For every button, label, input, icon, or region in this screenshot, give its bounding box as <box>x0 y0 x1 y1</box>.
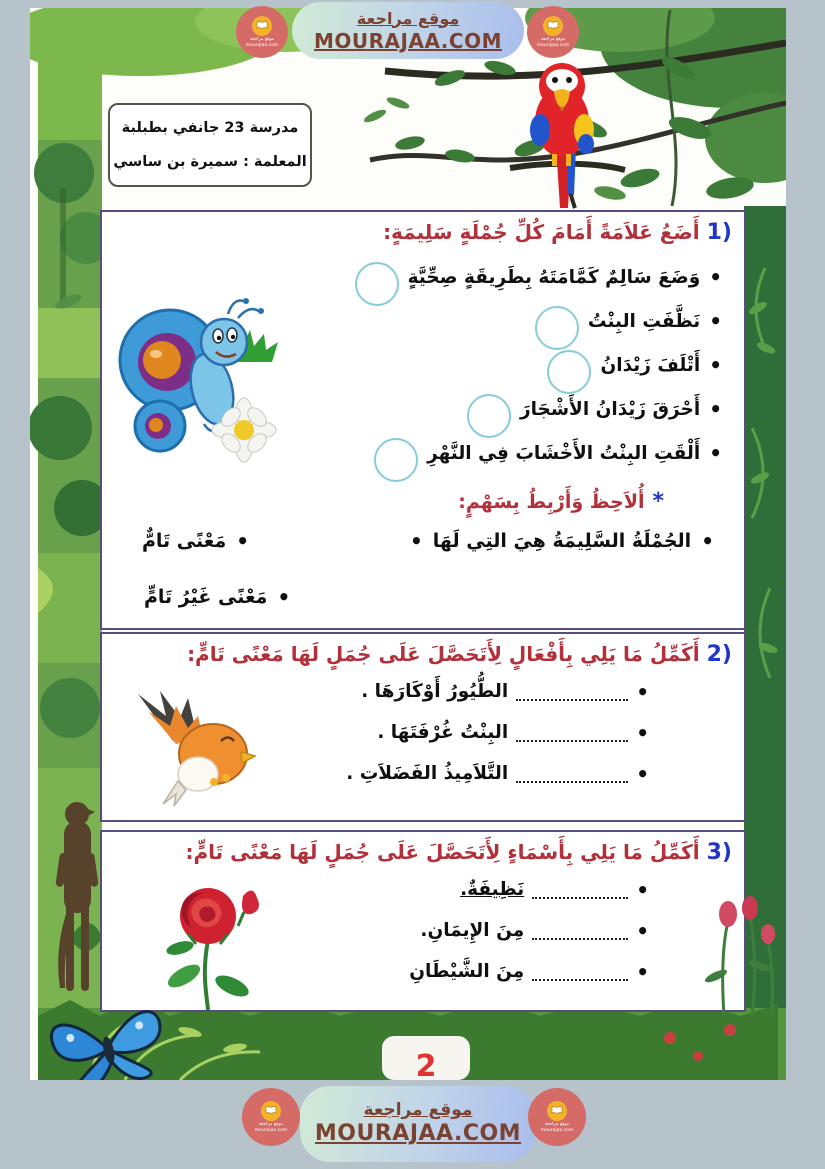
exercise-2-heading <box>102 634 744 667</box>
fill-text: مِنَ الإِيمَانِ. <box>420 920 525 941</box>
site-logo-badge <box>236 6 288 58</box>
bullet: • <box>636 679 649 704</box>
answer-blank[interactable] <box>516 764 628 784</box>
exercise-3-title: أَكَمِّلُ مَا يَلِي بِأَسْمَاءٍ لِأَتَحَصَّلَ عَلَى جُمَلٍ لَهَا مَعْنًى تَامٍّ: <box>185 840 700 864</box>
bullet: • <box>709 397 722 421</box>
match-option-text: مَعْنًى غَيْرُ تَامٍّ <box>144 586 268 608</box>
cartoon-bird-illustration <box>118 686 268 808</box>
match-option-text: مَعْنًى تَامٌّ <box>142 530 227 552</box>
badge-site-domain: mourajaa.com <box>245 43 279 48</box>
observe-connect-heading <box>102 489 664 514</box>
site-domain-link[interactable]: MOURAJAA.COM <box>314 1121 522 1147</box>
teacher-name: المعلمة : سميرة بن ساسي <box>113 154 307 170</box>
exercise-3-heading <box>102 832 744 865</box>
badge-site-name: موقع مراجعة <box>249 36 275 42</box>
header-brand-banner <box>292 2 524 59</box>
badge-site-domain: mourajaa.com <box>540 1128 574 1133</box>
sentence-text: وَضَعَ سَالِمٌ كَمَّامَتَهُ بِطَرِيقَةٍ صِحِّيَّةٍ <box>407 266 701 288</box>
bullet: • <box>236 529 250 553</box>
match-stem-text: الجُمْلَةُ السَّلِيمَةُ هِيَ التِي لَهَا <box>432 530 692 552</box>
exercise-1-heading <box>102 212 744 245</box>
match-option-incomplete[interactable] <box>144 586 290 608</box>
badge-site-name: موقع مراجعة <box>258 1121 284 1127</box>
answer-circle[interactable] <box>374 438 418 482</box>
exercise-1-title: أَضَعُ عَلاَمَةً أَمَامَ كُلِّ جُمْلَةٍ سَلِيمَةٍ: <box>383 220 700 244</box>
fill-text: الطُّيُورُ أَوْكَارَهَا . <box>361 681 509 702</box>
answer-blank[interactable] <box>516 723 628 743</box>
book-logo-icon <box>543 16 563 36</box>
book-logo-icon <box>252 16 272 36</box>
observe-connect-label: أُلاَحِظُ وَأَرْبِطُ بِسَهْمٍ: <box>458 491 645 513</box>
exercise-1-number: 1) <box>706 220 732 245</box>
bullet: • <box>701 529 714 553</box>
school-info-box <box>108 103 312 187</box>
answer-blank[interactable] <box>532 921 628 941</box>
exercise-2-panel <box>100 632 746 822</box>
bullet: • <box>709 309 722 333</box>
page-number-tab <box>382 1036 470 1080</box>
rose-illustration <box>148 878 278 1012</box>
school-name: مدرسة 23 جانفي بطبلبة <box>121 120 299 136</box>
bullet: • <box>636 877 649 902</box>
exercise-3-panel <box>100 830 746 1012</box>
answer-circle[interactable] <box>467 394 511 438</box>
answer-circle[interactable] <box>547 350 591 394</box>
bullet: • <box>709 265 722 289</box>
footer-brand-banner <box>300 1086 536 1162</box>
exercise-1-panel <box>100 210 746 630</box>
fill-text: نَظِيفَةٌ. <box>460 879 525 900</box>
site-logo-badge <box>242 1088 300 1146</box>
exercise-3-number: 3) <box>706 840 732 865</box>
bullet: • <box>636 761 649 786</box>
sentence-text: نَظَّفَتِ البِنْتُ <box>587 310 701 332</box>
book-logo-icon <box>261 1101 281 1121</box>
bullet: • <box>709 441 722 465</box>
cartoon-butterfly-illustration <box>112 284 284 464</box>
site-name-arabic: موقع مراجعة <box>356 8 460 28</box>
flower-stems-illustration <box>694 876 786 1016</box>
fill-text: البِنْتُ غُرْفَتَهَا . <box>377 722 509 743</box>
bullet: • <box>709 353 722 377</box>
answer-circle[interactable] <box>355 262 399 306</box>
site-logo-badge <box>528 1088 586 1146</box>
site-name-arabic: موقع مراجعة <box>363 1100 473 1121</box>
bullet: • <box>636 918 649 943</box>
badge-site-name: موقع مراجعة <box>544 1121 570 1127</box>
sentence-text: أَحْرَقَ زَيْدَانُ الأَشْجَارَ <box>519 398 701 420</box>
answer-blank[interactable] <box>532 880 628 900</box>
match-option-complete[interactable] <box>142 530 249 552</box>
answer-blank[interactable] <box>516 682 628 702</box>
sentence-text: أَلْقَتِ البِنْتُ الأَخْشَابَ فِي النَّهْرِ <box>427 442 701 464</box>
answer-circle[interactable] <box>535 306 579 350</box>
exercise-2-number: 2) <box>706 642 732 667</box>
worksheet-page <box>30 8 786 1080</box>
badge-site-domain: mourajaa.com <box>254 1128 288 1133</box>
badge-site-domain: mourajaa.com <box>536 43 570 48</box>
badge-site-name: موقع مراجعة <box>540 36 566 42</box>
page-number: 2 <box>415 1049 437 1080</box>
bullet: • <box>636 720 649 745</box>
book-logo-icon <box>547 1101 567 1121</box>
sentence-text: أَتْلَفَ زَيْدَانُ <box>600 354 701 376</box>
asterisk-marker: * <box>652 489 664 514</box>
match-stem <box>410 530 714 552</box>
fill-text: مِنَ الشَّيْطَانِ <box>409 961 525 982</box>
site-logo-badge <box>527 6 579 58</box>
blue-butterfly-illustration <box>44 1000 174 1080</box>
parrot-illustration <box>500 50 630 215</box>
site-domain-link[interactable]: MOURAJAA.COM <box>314 28 502 53</box>
bullet: • <box>410 529 423 553</box>
bullet: • <box>636 959 649 984</box>
fill-text: التَّلاَمِيذُ الفَضَلاَتِ . <box>346 763 509 784</box>
answer-blank[interactable] <box>532 962 628 982</box>
bullet: • <box>277 585 291 609</box>
exercise-2-title: أَكَمِّلُ مَا يَلِي بِأَفْعَالٍ لِأَتَحَصَّلَ عَلَى جُمَلٍ لَهَا مَعْنًى تَامٍّ: <box>187 642 700 666</box>
